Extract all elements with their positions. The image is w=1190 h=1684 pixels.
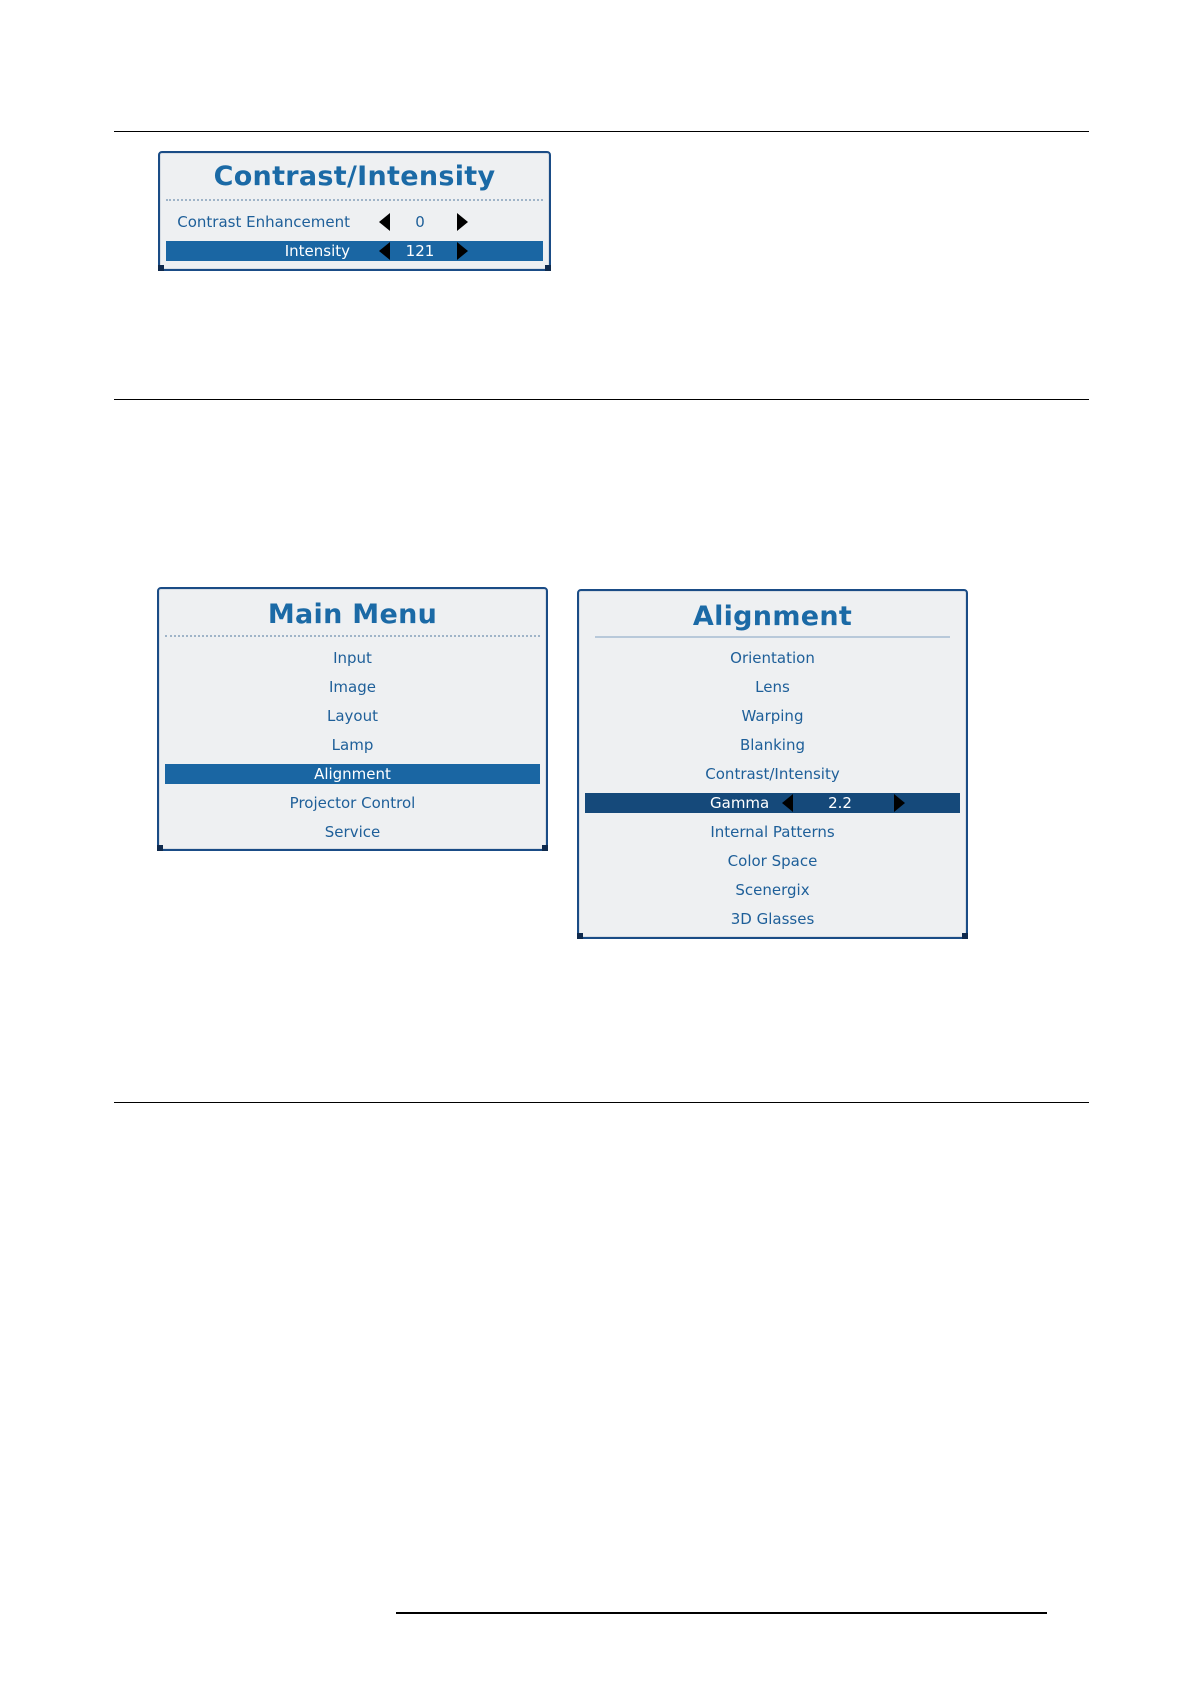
menu-item-3d-glasses[interactable]: 3D Glasses — [730, 910, 815, 928]
gamma-label: Gamma — [710, 794, 770, 812]
menu-item-orientation[interactable]: Orientation — [730, 649, 815, 667]
triangle-left-icon[interactable] — [379, 242, 390, 260]
menu-item-gamma[interactable] — [585, 793, 960, 813]
menu-item-layout[interactable]: Layout — [327, 707, 378, 725]
middle-rule — [114, 399, 1089, 400]
triangle-left-icon[interactable] — [782, 794, 793, 812]
menu-item-alignment[interactable]: Alignment — [165, 764, 540, 784]
menu-item-contrast-intensity[interactable]: Contrast/Intensity — [705, 765, 840, 783]
title-separator — [165, 635, 540, 637]
intensity-value: 121 — [405, 242, 435, 260]
contrast-enhancement-row[interactable] — [166, 212, 543, 232]
menu-item-image[interactable]: Image — [329, 678, 376, 696]
main-menu-title: Main Menu — [267, 599, 438, 630]
main-menu-panel — [157, 587, 548, 851]
triangle-right-icon[interactable] — [894, 794, 905, 812]
menu-item-internal-patterns[interactable]: Internal Patterns — [710, 823, 835, 841]
intensity-label: Intensity — [284, 242, 350, 260]
contrast-intensity-panel — [158, 151, 551, 271]
triangle-left-icon[interactable] — [379, 213, 390, 231]
title-separator — [166, 199, 543, 201]
gamma-value: 2.2 — [828, 794, 852, 812]
intensity-row[interactable] — [166, 241, 543, 261]
menu-item-warping[interactable]: Warping — [741, 707, 804, 725]
menu-item-scenergix[interactable]: Scenergix — [735, 881, 810, 899]
alignment-panel — [577, 589, 968, 939]
menu-item-lens[interactable]: Lens — [755, 678, 790, 696]
menu-item-color-space[interactable]: Color Space — [727, 852, 818, 870]
top-rule — [114, 131, 1089, 132]
title-separator — [595, 636, 950, 638]
footer-rule — [396, 1612, 1047, 1614]
menu-item-projector-control[interactable]: Projector Control — [289, 794, 416, 812]
panel-title: Contrast/Intensity — [213, 161, 496, 192]
contrast-enhancement-label: Contrast Enhancement — [177, 213, 350, 231]
triangle-right-icon[interactable] — [457, 242, 468, 260]
contrast-enhancement-value: 0 — [415, 213, 425, 231]
menu-item-input[interactable]: Input — [333, 649, 372, 667]
lower-rule — [114, 1102, 1089, 1103]
menu-item-service[interactable]: Service — [324, 823, 381, 841]
alignment-title: Alignment — [692, 601, 853, 632]
menu-item-lamp[interactable]: Lamp — [331, 736, 374, 754]
triangle-right-icon[interactable] — [457, 213, 468, 231]
menu-item-blanking[interactable]: Blanking — [739, 736, 806, 754]
